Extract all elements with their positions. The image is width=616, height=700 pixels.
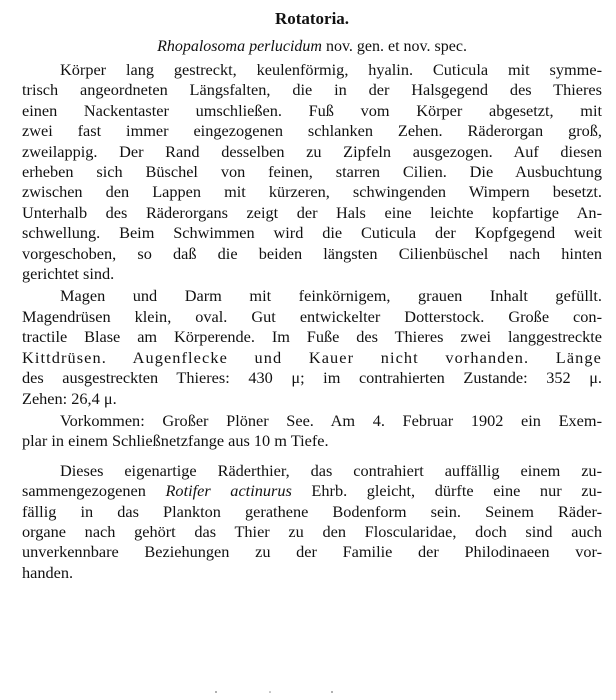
discussion-paragraph <box>22 461 602 583</box>
occurrence-paragraph <box>22 411 602 452</box>
text-line: einen Nackentaster umschließen. Fuß vom Körper abgesetzt, mit <box>22 100 602 120</box>
text-line: Kittdrüsen. Augenflecke und Kauer nicht vorhanden. Länge <box>22 347 602 367</box>
text-line: vorgeschoben, so daß die beiden längsten Cilienbüschel nach hinten <box>22 243 602 263</box>
text-line: Unterhalb des Räderorgans zeigt der Hals eine leichte kopfartige An- <box>22 202 602 222</box>
article <box>22 8 602 583</box>
description-paragraph <box>22 60 602 284</box>
text-line: Zehen: 26,4 μ. <box>22 388 117 408</box>
page-bottom-speckles <box>200 690 360 694</box>
text-line: des ausgestreckten Thieres: 430 μ; im contrahierten Zustande: 352 μ. <box>22 368 602 388</box>
text-line: fällig in das Plankton gerathene Bodenform sein. Seinem Räder- <box>22 501 602 521</box>
species-name: Rhopalosoma perlucidum <box>157 38 322 55</box>
text-line: gerichtet sind. <box>22 264 115 284</box>
species-title <box>22 36 602 58</box>
text-line: Körper lang gestreckt, keulenförmig, hyalin. Cuticula mit symme- <box>60 60 602 79</box>
text-line: zwischen den Lappen mit kürzeren, schwingenden Wimpern besetzt. <box>22 182 602 202</box>
text-line: erheben sich Büschel von feinen, starren Cilien. Die Ausbuchtung <box>22 162 602 182</box>
text-fragment: sammengezogenen <box>22 481 166 501</box>
section-heading: Rotatoria. <box>274 9 350 28</box>
text-line: Magendrüsen klein, oval. Gut entwickelter Dotterstock. Große con- <box>22 306 602 326</box>
text-fragment: Ehrb. gleicht, dürfte eine nur zu- <box>291 481 603 501</box>
text-line: plar in einem Schließnetzfange aus 10 m Tiefe. <box>22 431 329 451</box>
text-line: zweilappig. Der Rand desselben zu Zipfeln ausgezogen. Auf diesen <box>22 141 602 161</box>
text-line: trisch angeordneten Längsfalten, die in der Halsgegend des Thieres <box>22 80 602 100</box>
text-line: Vorkommen: Großer Plöner See. Am 4. Februar 1902 ein Exem- <box>60 410 602 430</box>
text-line <box>22 481 602 501</box>
species-suffix: nov. gen. et nov. spec. <box>321 38 467 55</box>
species-reference: Rotifer actinurus <box>165 481 292 501</box>
text-line: handen. <box>22 562 74 582</box>
anatomy-paragraph <box>22 286 602 408</box>
text-line: Dieses eigenartige Räderthier, das contrahiert auffällig einem zu- <box>60 460 602 480</box>
text-line: schwellung. Beim Schwimmen wird die Cuticula der Kopfgegend weit <box>22 223 602 243</box>
text-line: zwei fast immer eingezogenen schlanken Zehen. Räderorgan groß, <box>22 121 602 141</box>
text-line: Magen und Darm mit feinkörnigem, grauen Inhalt gefüllt. <box>60 286 602 306</box>
text-line: unverkennbare Beziehungen zu der Familie der Philodinaeen vor- <box>22 542 602 562</box>
text-line: tractile Blase am Körperende. Im Fuße des Thieres zwei langgestreckte <box>22 327 602 347</box>
text-line: organe nach gehört das Thier zu den Floscularidae, doch sind auch <box>22 521 602 541</box>
